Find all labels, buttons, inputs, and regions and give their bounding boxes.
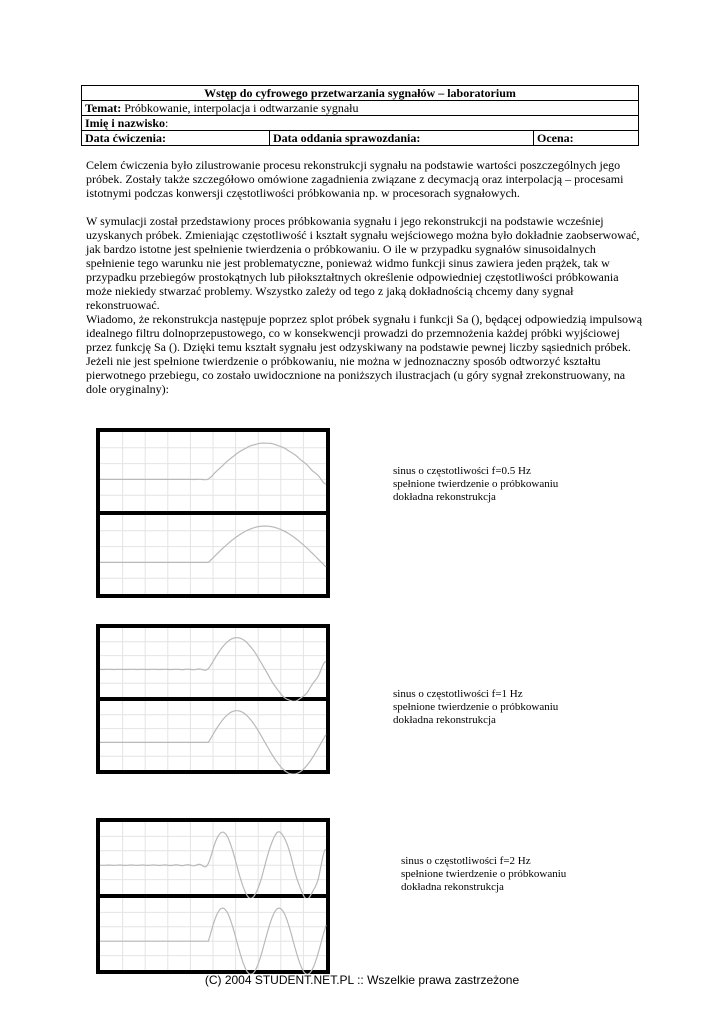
reconstructed-signal-panel (100, 432, 326, 511)
body-text (86, 214, 642, 396)
paragraph-2: Wiadomo, że rekonstrukcja następuje poprzez splot próbek sygnału i funkcji Sa (), będącej odpowiedzią impulsową idealnego filtru dolnoprzepustowego, co w konsekwencji prowadzi do przemnożenia każdej próbki wyjściowej przez funkcję Sa (). Dzięki temu kształt sygnału jest odzyskiwany na podstawie pewnej liczby sąsiednich próbek. (86, 312, 643, 354)
figure-caption-3 (401, 855, 566, 894)
reconstructed-signal-panel (100, 628, 326, 701)
topic-row (82, 101, 639, 116)
scope-figure-3 (96, 818, 330, 974)
figure-caption-2 (393, 688, 558, 727)
intro-text: Celem ćwiczenia było zilustrowanie procesu rekonstrukcji sygnału na podstawie wartości poszczególnych jego próbek. Zostały także szczegółowo omówione zagadnienia związane z decymacją oraz interpolacją – procesami istotnymi podczas konwersji częstotliwości próbkowania np. w procesorach sygnałowych. (86, 158, 624, 200)
topic-value: Próbkowanie, interpolacja i odtwarzanie sygnału (124, 101, 359, 115)
caption-1-line-1: sinus o częstotliwości f=0.5 Hz (393, 465, 531, 477)
paragraph-3: Jeżeli nie jest spełnione twierdzenie o próbkowaniu, nie można w jednoznaczny sposób odtworzyć kształtu pierwotnego przebiegu, co zostało uwidocznione na poniższych ilustracjach (u góry sygnał zrekonstruowany, na dole oryginalny): (86, 354, 626, 396)
scope-figure-2 (96, 624, 330, 774)
caption-2-line-1: sinus o częstotliwości f=1 Hz (393, 688, 523, 700)
caption-2-line-2: spełnione twierdzenie o próbkowaniu (393, 701, 559, 713)
date-label: Data ćwiczenia: (82, 131, 270, 146)
course-title: Wstęp do cyfrowego przetwarzania sygnałów – laboratorium (82, 86, 639, 101)
original-signal-panel (100, 701, 326, 774)
name-label: Imię i nazwisko (85, 116, 166, 130)
caption-1-line-3: dokładna rekonstrukcja (393, 491, 496, 503)
topic-label: Temat: (85, 101, 122, 115)
name-row (82, 116, 639, 131)
caption-3-line-1: sinus o częstotliwości f=2 Hz (401, 855, 531, 867)
name-colon: : (165, 116, 169, 130)
original-signal-panel (100, 898, 326, 974)
caption-1-line-2: spełnione twierdzenie o próbkowaniu (393, 478, 559, 490)
intro-paragraph (86, 158, 642, 200)
scope-svg (96, 428, 330, 598)
figure-caption-1 (393, 465, 558, 504)
grade-label: Ocena: (534, 131, 639, 146)
caption-3-line-2: spełnione twierdzenie o próbkowaniu (401, 868, 567, 880)
scope-figure-1 (96, 428, 330, 598)
paragraph-1: W symulacji został przedstawiony proces próbkowania sygnału i jego rekonstrukcji na podstawie wcześniej uzyskanych próbek. Zmieniając częstotliwość i kształt sygnału wejściowego można było dokładnie zaobserwować, jak bardzo istotne jest spełnienie twierdzenia o próbkowaniu. O ile w przypadku sygnałów sinusoidalnych spełnienie tego warunku nie jest problematyczne, ponieważ widmo funkcji sinus zawiera jeden prążek, tak w przypadku przebiegów prostokątnych lub piłokształtnych określenie odpowiedniej częstotliwości próbkowania może niekiedy stwarzać problemy. Wszystko zależy od tego z jaką dokładnością chcemy dany sygnał rekonstruować. (86, 214, 640, 312)
copyright-footer: (C) 2004 STUDENT.NET.PL :: Wszelkie prawa zastrzeżone (204, 973, 520, 987)
header-table (81, 85, 639, 146)
reconstructed-signal-panel (100, 822, 326, 899)
original-signal-panel (100, 515, 326, 594)
scope-svg (96, 624, 330, 774)
caption-3-line-3: dokładna rekonstrukcja (401, 881, 504, 893)
submit-date-label: Data oddania sprawozdania: (270, 131, 534, 146)
scope-svg (96, 818, 330, 974)
caption-2-line-3: dokładna rekonstrukcja (393, 714, 496, 726)
